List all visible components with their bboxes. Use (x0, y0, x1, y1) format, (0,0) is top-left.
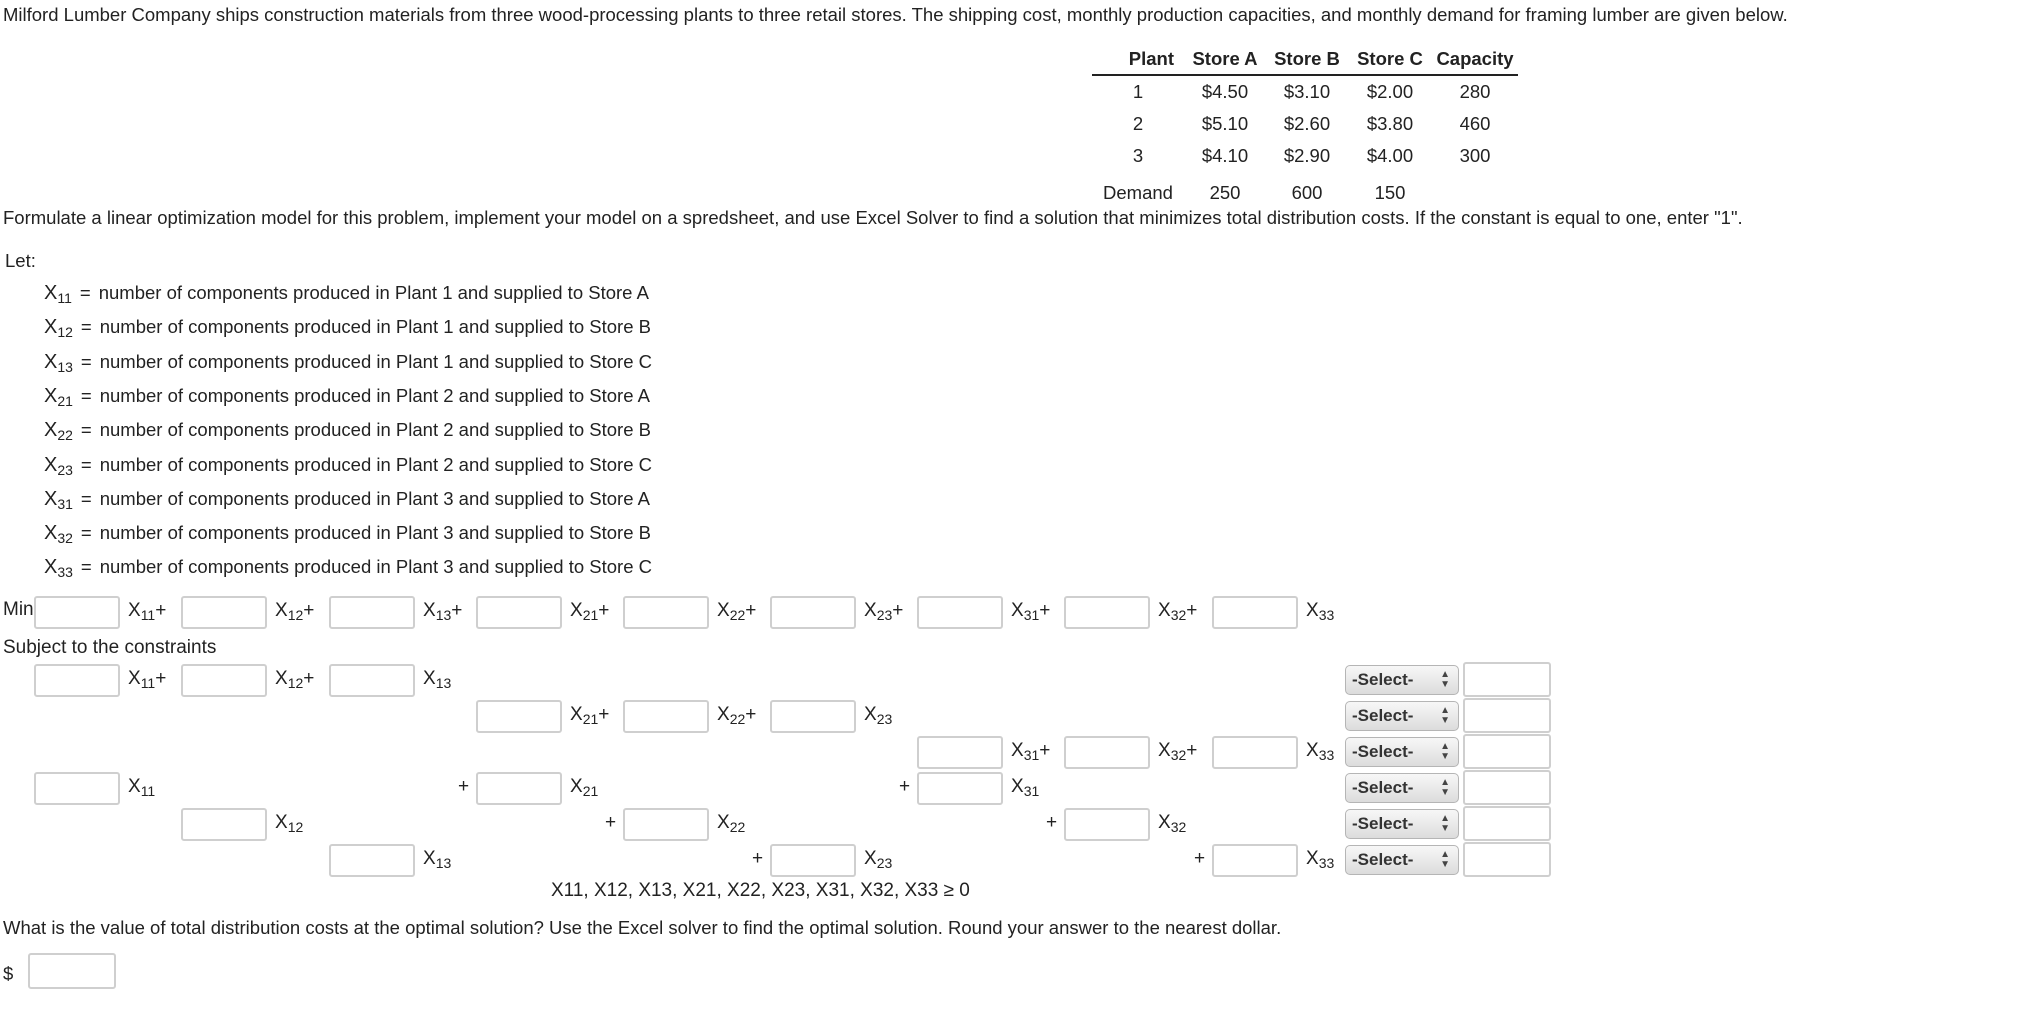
updown-arrow-icon: ▲ ▼ (1440, 777, 1450, 798)
definition-text: number of components produced in Plant 2 and supplied to Store A (99, 384, 650, 406)
let-label: Let: (5, 250, 36, 271)
instructions: Formulate a linear optimization model for this problem, implement your model on a spredsheet, and use Excel Solver to find a solution that minimizes total distribution costs. If the constant is equal to one, enter "1". (3, 207, 1743, 228)
variable-label: $X_{12}+$ (275, 668, 315, 691)
question: What is the value of total distribution costs at the optimal solution? Use the Excel solver to find the optimal solution. Round your answer to the nearest dollar. (3, 917, 1282, 938)
variable-name: $X_{31}$ (44, 487, 73, 512)
problem-statement: Milford Lumber Company ships construction materials from three wood-processing plants to three retail stores. The shipping cost, monthly production capacities, and monthly demand for framing lumber are given below. (3, 4, 1788, 25)
constraint-coefficient-input[interactable] (181, 664, 267, 697)
plus-sign: + (752, 848, 764, 869)
variable-label: $X_{22}+$ (717, 704, 757, 727)
constraint-coefficient-input[interactable] (770, 700, 856, 733)
definition-row: $X_{33}$ = number of components produced in Plant 3 and supplied to Store C (44, 556, 652, 581)
variable-label: $X_{31}+$ (1011, 740, 1051, 763)
table-row (1092, 75, 1518, 108)
variable-label: $X_{13}$ (423, 668, 452, 691)
constraint-coefficient-input[interactable] (181, 808, 267, 841)
objective-coefficient-input[interactable] (770, 596, 856, 629)
table-cell: $2.00 (1366, 81, 1414, 102)
objective-coefficient-input[interactable] (1212, 596, 1298, 629)
definition-row: $X_{22}$ = number of components produced in Plant 2 and supplied to Store B (44, 419, 651, 444)
table-cell: 1 (1132, 81, 1144, 102)
variable-name: $X_{32}$ (44, 522, 73, 547)
objective-coefficient-input[interactable] (476, 596, 562, 629)
constraint-rhs-input[interactable] (1463, 698, 1551, 733)
min-label: Min (3, 599, 34, 620)
constraint-coefficient-input[interactable] (1064, 736, 1150, 769)
table-cell: $2.60 (1283, 113, 1331, 134)
constraint-rhs-input[interactable] (1463, 770, 1551, 805)
constraint-coefficient-input[interactable] (34, 772, 120, 805)
variable-label: $X_{32}$ (1158, 812, 1187, 835)
demand-row (1092, 172, 1518, 204)
variable-name: $X_{12}$ (44, 316, 73, 341)
table-cell: $3.10 (1283, 81, 1331, 102)
variable-label: $X_{21}+$ (570, 704, 610, 727)
objective-coefficient-input[interactable] (181, 596, 267, 629)
plus-sign: + (458, 776, 470, 797)
table-header: Store C (1348, 44, 1432, 75)
variable-name: $X_{33}$ (44, 556, 73, 581)
variable-label: $X_{11}+$ (128, 668, 167, 691)
constraint-coefficient-input[interactable] (917, 772, 1003, 805)
definition-row: $X_{32}$ = number of components produced in Plant 3 and supplied to Store B (44, 522, 651, 547)
variable-label: $X_{33}$ (1306, 848, 1335, 871)
cost-table (1092, 44, 1518, 204)
constraints-heading: Subject to the constraints (3, 637, 217, 658)
variable-label: $X_{11}+$ (128, 600, 167, 623)
constraint-rhs-input[interactable] (1463, 734, 1551, 769)
constraint-coefficient-input[interactable] (623, 808, 709, 841)
constraint-coefficient-input[interactable] (476, 772, 562, 805)
variable-label: $X_{21}+$ (570, 600, 610, 623)
variable-name: $X_{21}$ (44, 384, 73, 409)
table-row (1092, 140, 1518, 172)
constraint-coefficient-input[interactable] (329, 844, 415, 877)
variable-name: $X_{22}$ (44, 419, 73, 444)
variable-label: $X_{32}+$ (1158, 600, 1198, 623)
table-cell: 2 (1132, 113, 1144, 134)
table-cell: 300 (1459, 145, 1491, 166)
table-cell: $3.80 (1366, 113, 1414, 134)
constraint-coefficient-input[interactable] (34, 664, 120, 697)
table-cell: $2.90 (1283, 145, 1331, 166)
table-cell: 280 (1459, 81, 1491, 102)
variable-label: $X_{33}$ (1306, 600, 1335, 623)
variable-label: $X_{23}$ (864, 704, 893, 727)
constraint-operator-select[interactable]: -Select- ▲ ▼ (1345, 845, 1459, 875)
variable-label: $X_{31}$ (1011, 776, 1040, 799)
variable-label: $X_{23}+$ (864, 600, 904, 623)
variable-label: $X_{13}+$ (423, 600, 463, 623)
variable-label: $X_{32}+$ (1158, 740, 1198, 763)
constraint-operator-select[interactable]: -Select- ▲ ▼ (1345, 809, 1459, 839)
constraint-rhs-input[interactable] (1463, 806, 1551, 841)
definition-text: number of components produced in Plant 1 and supplied to Store C (99, 350, 652, 372)
constraint-coefficient-input[interactable] (917, 736, 1003, 769)
variable-label: $X_{13}$ (423, 848, 452, 871)
definition-row: $X_{23}$ = number of components produced in Plant 2 and supplied to Store C (44, 453, 652, 478)
variable-name: $X_{23}$ (44, 453, 73, 478)
objective-coefficient-input[interactable] (917, 596, 1003, 629)
updown-arrow-icon: ▲ ▼ (1440, 849, 1450, 870)
table-cell: 3 (1132, 145, 1144, 166)
updown-arrow-icon: ▲ ▼ (1440, 669, 1450, 690)
variable-label: $X_{12}$ (275, 812, 304, 835)
constraint-rhs-input[interactable] (1463, 662, 1551, 697)
objective-coefficient-input[interactable] (623, 596, 709, 629)
variable-label: $X_{21}$ (570, 776, 599, 799)
table-header: Store B (1266, 44, 1348, 75)
plus-sign: + (1046, 812, 1058, 833)
constraint-coefficient-input[interactable] (1212, 736, 1298, 769)
table-header: Capacity (1432, 44, 1518, 75)
plus-sign: + (605, 812, 617, 833)
variable-label: $X_{23}$ (864, 848, 893, 871)
table-header: Plant (1092, 44, 1184, 75)
definition-text: number of components produced in Plant 2 and supplied to Store B (99, 419, 651, 441)
constraint-coefficient-input[interactable] (329, 664, 415, 697)
constraint-operator-select[interactable]: -Select- ▲ ▼ (1345, 701, 1459, 731)
table-cell: 250 (1209, 182, 1241, 203)
definition-text: number of components produced in Plant 3 and supplied to Store B (99, 522, 651, 544)
definition-row: $X_{31}$ = number of components produced in Plant 3 and supplied to Store A (44, 487, 650, 512)
objective-coefficient-input[interactable] (329, 596, 415, 629)
definition-text: number of components produced in Plant 1 and supplied to Store B (99, 316, 651, 338)
definition-text: number of components produced in Plant 2 and supplied to Store C (99, 453, 652, 475)
constraint-operator-select[interactable]: -Select- ▲ ▼ (1345, 665, 1459, 695)
answer-prefix: $ (3, 963, 14, 984)
updown-arrow-icon: ▲ ▼ (1440, 741, 1450, 762)
table-row (1092, 108, 1518, 140)
updown-arrow-icon: ▲ ▼ (1440, 705, 1450, 726)
definition-text: number of components produced in Plant 3 and supplied to Store A (99, 487, 650, 509)
plus-sign: + (899, 776, 911, 797)
table-header: Store A (1184, 44, 1266, 75)
nonnegativity-constraint: X11, X12, X13, X21, X22, X23, X31, X32, X33 ≥ 0 (551, 880, 970, 901)
definition-text: number of components produced in Plant 1 and supplied to Store A (98, 282, 649, 303)
constraint-coefficient-input[interactable] (770, 844, 856, 877)
definition-row: $X_{13}$ = number of components produced in Plant 1 and supplied to Store C (44, 350, 652, 375)
variable-label: $X_{22}$ (717, 812, 746, 835)
variable-label: $X_{22}+$ (717, 600, 757, 623)
constraint-coefficient-input[interactable] (623, 700, 709, 733)
table-cell: 460 (1459, 113, 1491, 134)
constraint-coefficient-input[interactable] (476, 700, 562, 733)
definition-row: $X_{12}$ = number of components produced in Plant 1 and supplied to Store B (44, 316, 651, 341)
constraint-operator-select[interactable]: -Select- ▲ ▼ (1345, 737, 1459, 767)
table-cell: $4.00 (1366, 145, 1414, 166)
objective-coefficient-input[interactable] (1064, 596, 1150, 629)
objective-coefficient-input[interactable] (34, 596, 120, 629)
definition-row: $X_{11}$ = number of components produced in Plant 1 and supplied to Store A (44, 282, 649, 306)
constraint-operator-select[interactable]: -Select- ▲ ▼ (1345, 773, 1459, 803)
variable-name: $X_{13}$ (44, 350, 73, 375)
definition-row: $X_{21}$ = number of components produced in Plant 2 and supplied to Store A (44, 384, 650, 409)
constraint-coefficient-input[interactable] (1212, 844, 1298, 877)
table-cell: 600 (1291, 182, 1323, 203)
variable-label: $X_{33}$ (1306, 740, 1335, 763)
table-cell: $4.50 (1201, 81, 1249, 102)
variable-label: $X_{31}+$ (1011, 600, 1051, 623)
plus-sign: + (1194, 848, 1206, 869)
table-cell: $4.10 (1201, 145, 1249, 166)
total-cost-answer-input[interactable] (28, 953, 116, 989)
table-cell: Demand (1103, 182, 1173, 203)
constraint-coefficient-input[interactable] (1064, 808, 1150, 841)
table-cell: $5.10 (1201, 113, 1249, 134)
updown-arrow-icon: ▲ ▼ (1440, 813, 1450, 834)
constraint-rhs-input[interactable] (1463, 842, 1551, 877)
variable-label: $X_{11}$ (128, 776, 156, 799)
table-cell: 150 (1374, 182, 1406, 203)
variable-label: $X_{12}+$ (275, 600, 315, 623)
definition-text: number of components produced in Plant 3 and supplied to Store C (99, 556, 652, 578)
variable-name: $X_{11}$ (44, 282, 72, 306)
